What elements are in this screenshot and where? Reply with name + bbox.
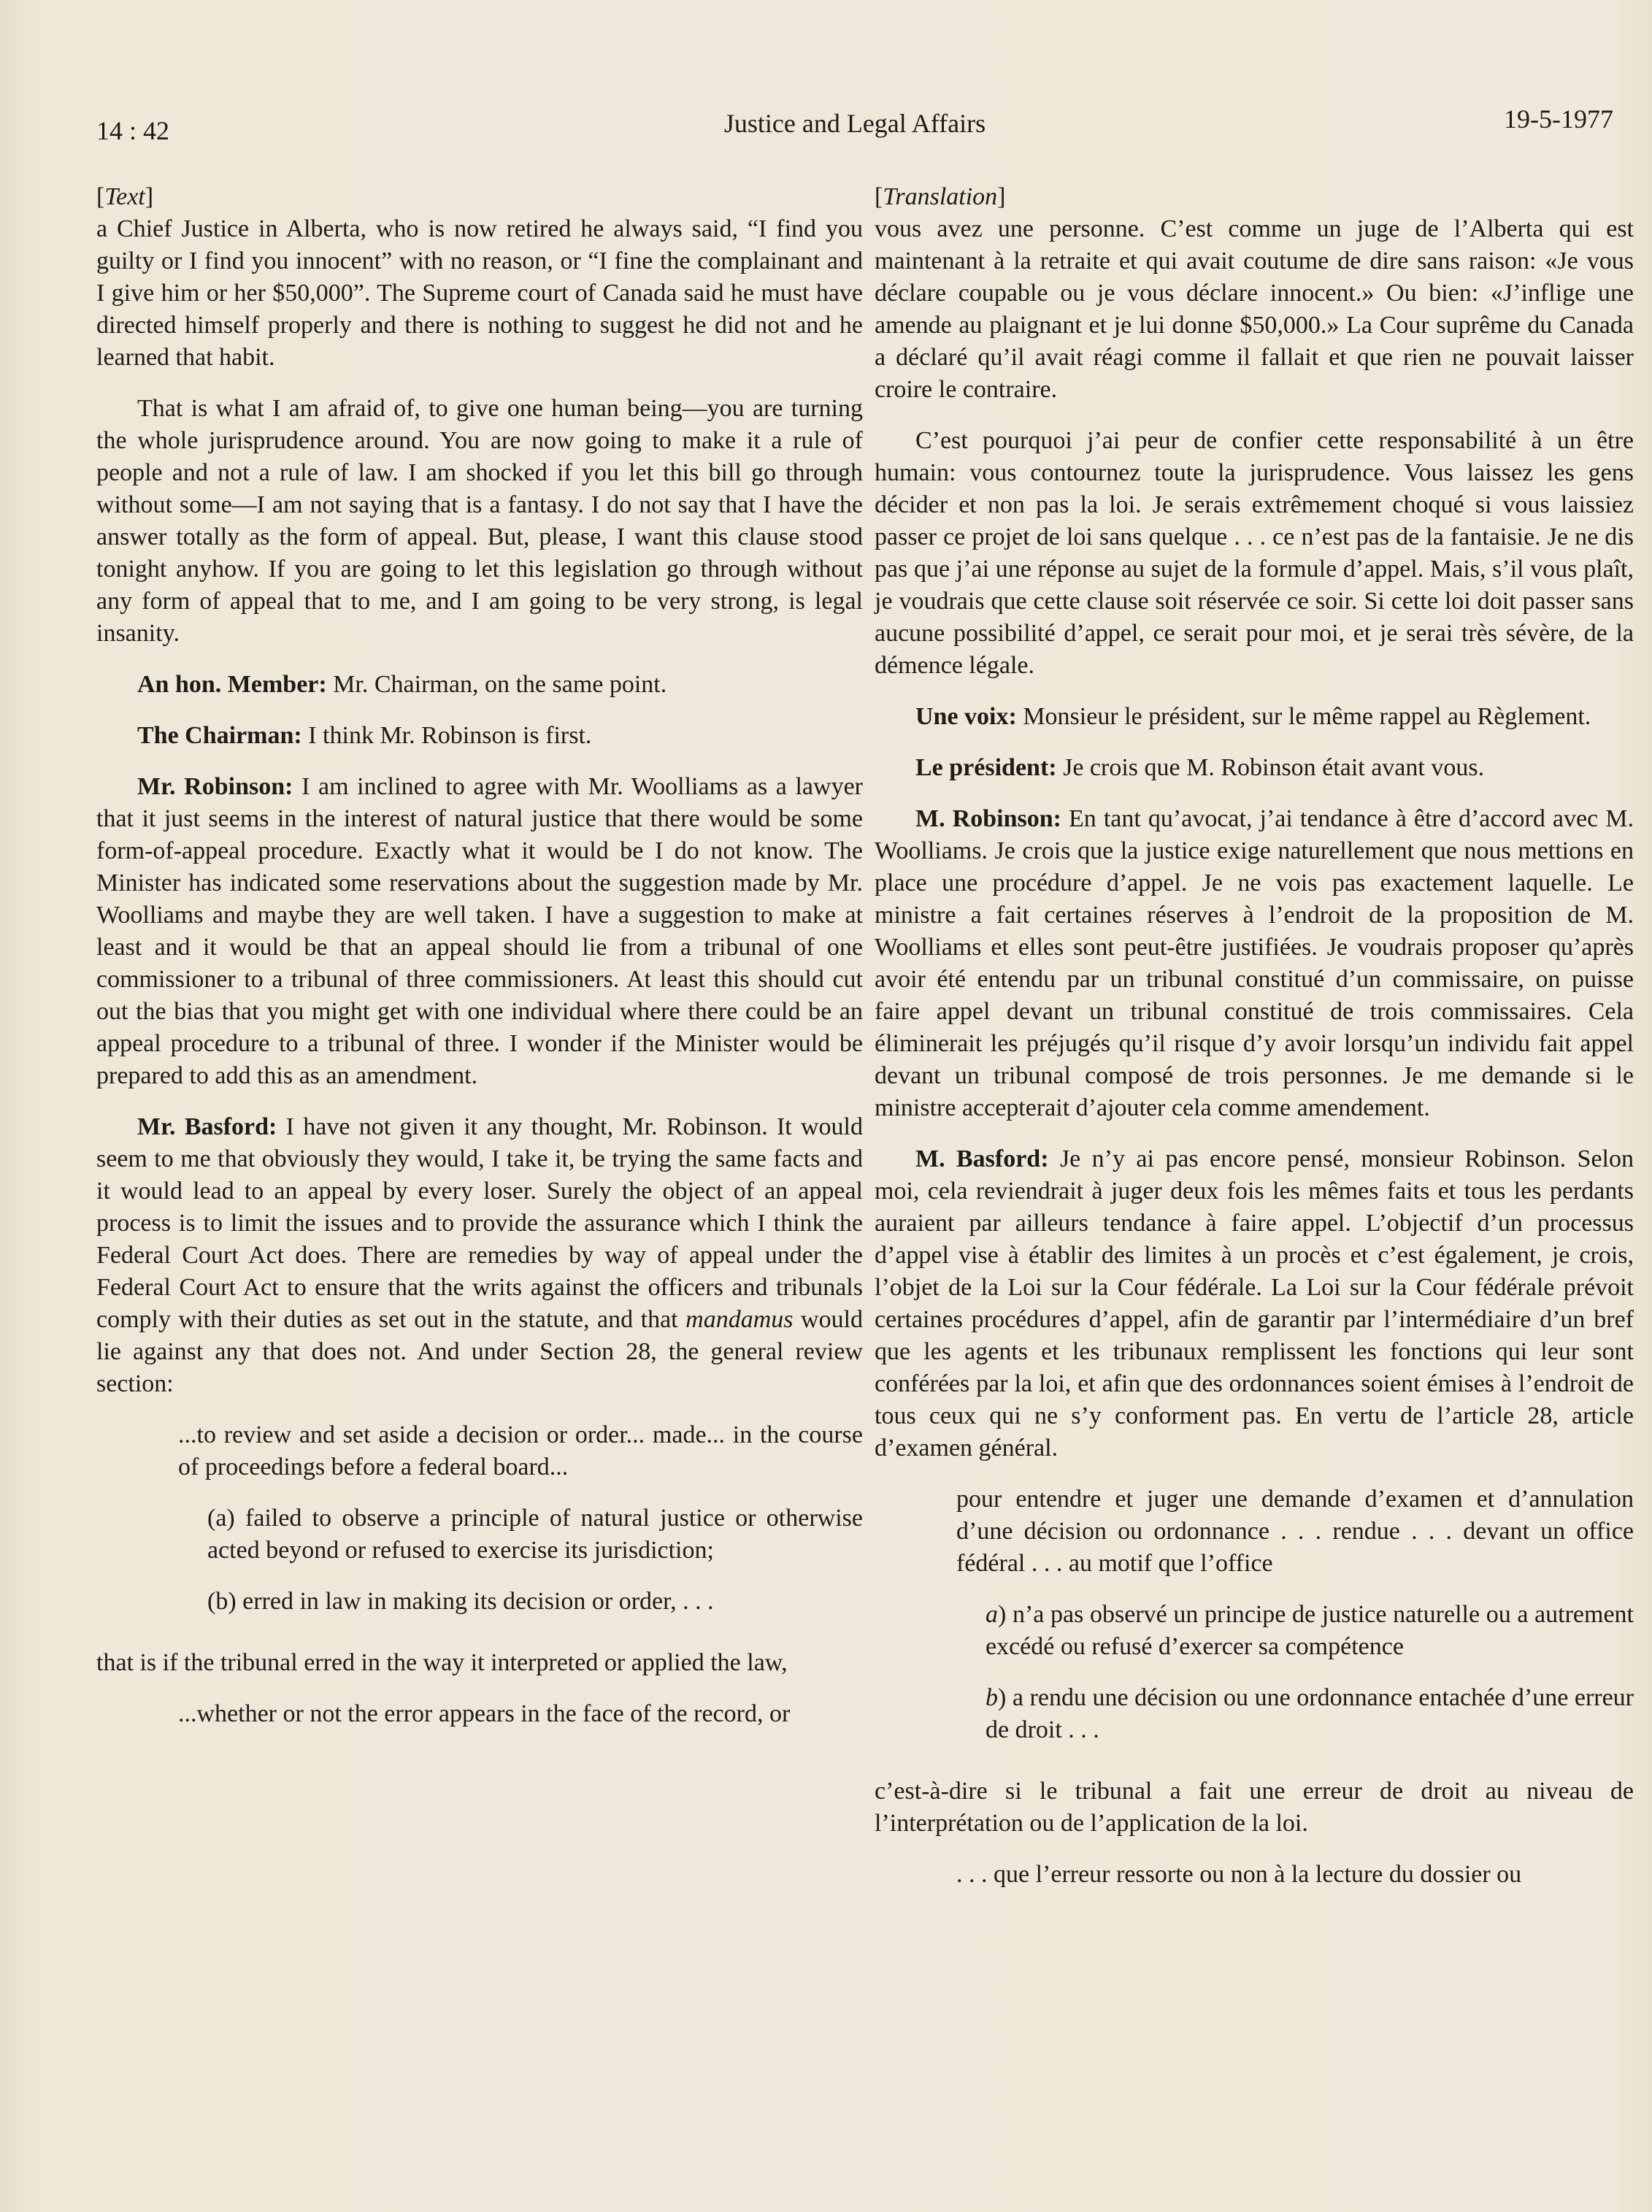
speech-paragraph [96,669,863,701]
paragraph: C’est pourquoi j’ai peur de confier cette responsabilité à un être humain: vous contournez toute la jurisprudence. Vous laissez les gens décider et non pas la loi. Je serais extrêmement choqué si vous laissiez passer ce projet de loi sans quelque . . . ce n’est pas de la fantaisie. Je ne dis pas que j’ai une réponse au sujet de la formule d’appel. Mais, s’il vous plaît, je voudrais que cette clause soit réservée ce soir. Si cette loi doit passer sans aucune possibilité d’appel, ce serait pour moi, et je serai très sévère, de la démence légale. [875,427,1634,679]
speech-text: I have not given it any thought, Mr. Robinson. It would seem to me that obviously they would, I take it, be trying the same facts and it would lead to an appeal by every loser. Surely the object of an appeal process is to limit the issues and to provide the assurance which I think the Federal Court Act does. There are remedies by way of appeal under the Federal Court Act to ensure that the writs against the officers and tribunals comply with their duties as set out in the statute, and that [96,1113,863,1333]
speech-text: Je crois que M. Robinson était avant vous. [1056,754,1485,781]
speech-text: would lie against any that does not. And under Section 28, the general review section: [96,1306,864,1397]
statute-quote [178,1698,863,1730]
quote-text: ...whether or not the error appears in the face of the record, or [178,1700,791,1727]
speaker-name: Le président: [915,754,1057,781]
speaker-name: Une voix: [915,703,1017,730]
statute-quote [956,1859,1634,1891]
quote-text: (b) erred in law in making its decision or order, . . . [207,1588,714,1615]
speech-text: Mr. Chairman, on the same point. [326,671,667,698]
language-label [96,181,863,213]
paragraph: that is if the tribunal erred in the way it interpreted or applied the law, [96,1649,788,1676]
speaker-name: Mr. Robinson: [137,773,293,800]
speech-paragraph [96,1111,863,1400]
quote-text: . . . que l’erreur ressorte ou non à la lecture du dossier ou [956,1861,1522,1888]
statute-quote-item [207,1502,863,1567]
speech-paragraph [96,771,863,1092]
speech-text: Monsieur le président, sur le même rappel au Règlement. [1016,703,1591,730]
bracket-open: [ [96,183,105,210]
statute-quote-item [986,1682,1634,1746]
page-date: 19-5-1977 [1504,104,1613,134]
quote-text: pour entendre et juger une demande d’examen et d’annulation d’une décision ou ordonnance . . . rendue . . . devant un office fédéral . . . au motif que l’office [956,1486,1634,1577]
speaker-name: The Chairman: [137,722,302,749]
page-number: 14 : 42 [96,116,170,145]
english-column [96,181,863,1730]
speech-text: I am inclined to agree with Mr. Woolliams as a lawyer that it just seems in the interest of natural justice that there would be some form-of-appeal procedure. Exactly what it would be I do not know. The Minister has indicated some reservations about the suggestion made by Mr. Woolliams and maybe they are well taken. I have a suggestion to make at least and it would be that an appeal should lie from a tribunal of one commissioner to a tribunal of three commissioners. At least this should cut out the bias that you might get with one individual where there could be an appeal procedure to a tribunal of three. I wonder if the Minister would be prepared to add this as an amendment. [96,773,863,1089]
language-label [875,181,1634,213]
page-title: Justice and Legal Affairs [723,109,986,138]
french-column [875,181,1634,1891]
speaker-name: An hon. Member: [137,671,327,698]
speech-text: Je n’y ai pas encore pensé, monsieur Robinson. Selon moi, cela reviendrait à juger deux fois les mêmes faits et tous les perdants auraient par ailleurs tendance à faire appel. L’objectif d’un processus d’appel vise à établir des limites à un procès et c’est également, je crois, l’objet de la Loi sur la Cour fédérale. La Loi sur la Cour fédérale prévoit certaines procédures d’appel, afin de garantir par l’intermédiaire d’un bref que les agents et les tribunaux remplissent les fonctions qui leur sont conférées par la loi, et afin que des ordonnances soient émises à l’endroit de tous ceux qui ne s’y conforment pas. En vertu de l’article 28, article d’examen général. [875,1145,1634,1462]
speech-text: I think Mr. Robinson is first. [301,722,592,749]
quote-text: (a) failed to observe a principle of natural justice or otherwise acted beyond or refused to exercise its jurisdiction; [207,1505,863,1564]
quote-text [986,1599,1634,1663]
statute-quote-item [986,1599,1634,1663]
speaker-name: Mr. Basford: [137,1113,277,1140]
item-text: ) n’a pas observé un principe de justice naturelle ou a autrement excédé ou refusé d’exercer sa compétence [986,1601,1634,1660]
paragraph: c’est-à-dire si le tribunal a fait une erreur de droit au niveau de l’interprétation ou de l’application de la loi. [875,1778,1634,1837]
item-letter: b [986,1684,998,1711]
language-label-text: Text [104,183,145,210]
quote-text [986,1682,1634,1746]
speaker-name: M. Robinson: [915,805,1061,832]
statute-quote [178,1419,863,1483]
bracket-close: ] [997,183,1006,210]
quote-text: ...to review and set aside a decision or order... made... in the course of proceedings before a federal board... [178,1421,863,1481]
page-header [96,101,1613,152]
language-label-text: Translation [883,183,998,210]
speech-paragraph [875,803,1634,1124]
speech-paragraph [875,752,1634,784]
speech-text: En tant qu’avocat, j’ai tendance à être d’accord avec M. Woolliams. Je crois que la justice exige naturellement que nous mettions en place une procédure d’appel. Je ne vois pas exactement laquelle. Le ministre a fait certaines réserves à l’endroit de la proposition de M. Woolliams et elles sont peut-être justifiées. Je voudrais proposer qu’après avoir été entendu par un tribunal constitué d’un commissaire, on puisse faire appel devant un tribunal constitué de trois commissaires. Cela éliminerait les préjugés qu’il risque d’y avoir lorsqu’un individu fait appel devant un tribunal composé de trois personnes. Je me demande si le ministre accepterait d’ajouter cela comme amendement. [875,805,1634,1121]
latin-term: mandamus [685,1306,794,1333]
item-text: ) a rendu une décision ou une ordonnance entachée d’une erreur de droit . . . [986,1684,1634,1743]
paragraph: vous avez une personne. C’est comme un juge de l’Alberta qui est maintenant à la retraite et qui avait coutume de dire sans raison: «Je vous déclare coupable ou je vous déclare innocent.» Ou bien: «J’inflige une amende au plaignant et je lui donne $50,000.» La Cour suprême du Canada a déclaré qu’il avait réagi comme il fallait et que rien ne pouvait laisser croire le contraire. [875,215,1634,403]
speech-paragraph [875,701,1634,733]
paragraph: a Chief Justice in Alberta, who is now retired he always said, “I find you guilty or I find you innocent” with no reason, or “I fine the complainant and I give him or her $50,000”. The Supreme court of Canada said he must have directed himself properly and there is nothing to suggest he did not and he learned that habit. [96,215,863,371]
bracket-open: [ [875,183,883,210]
paragraph: That is what I am afraid of, to give one human being—you are turning the whole jurisprudence around. You are now going to make it a rule of people and not a rule of law. I am shocked if you let this bill go through without some—I am not saying that is a fantasy. I do not say that I have the answer totally as the form of appeal. But, please, I want this clause stood tonight anyhow. If you are going to let this legislation go through without any form of appeal that to me, and I am going to be very strong, is legal insanity. [96,395,863,647]
speech-paragraph [875,1143,1634,1464]
statute-quote [956,1483,1634,1580]
speaker-name: M. Basford: [915,1145,1049,1172]
bracket-close: ] [145,183,154,210]
statute-quote-item [207,1586,863,1618]
speech-paragraph [96,720,863,752]
item-letter: a [986,1601,998,1628]
